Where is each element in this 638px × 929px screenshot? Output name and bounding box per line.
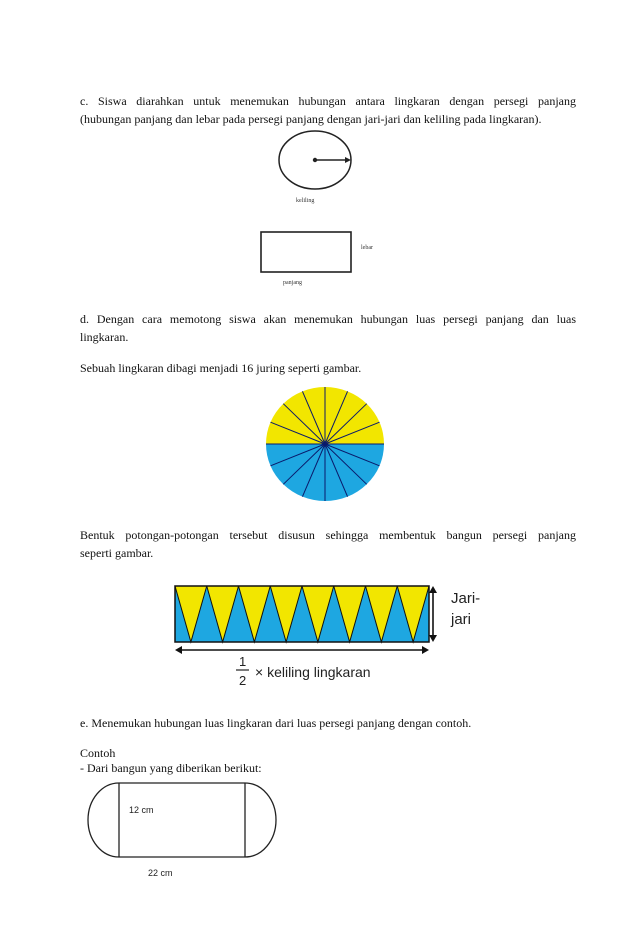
rectangle-semicircles-figure — [85, 780, 285, 885]
radius-arrowhead — [345, 157, 351, 163]
composite-shape-outline — [88, 783, 276, 857]
height-label: 12 cm — [129, 805, 154, 815]
length-arrowhead-right — [422, 646, 429, 654]
fraction-denominator: 2 — [239, 673, 247, 688]
lebar-label: lebar — [361, 245, 373, 251]
keliling-lingkaran-label: × keliling lingkaran — [255, 664, 371, 680]
radius-label-line1: Jari- — [451, 590, 481, 607]
rectangle-outline — [261, 232, 351, 272]
contoh-label: Contoh — [80, 746, 116, 760]
section-e-line1: e. Menemukan hubungan luas lingkaran dari luas persegi panjang dengan contoh. — [80, 716, 472, 730]
sixteen-sector-circle — [264, 385, 388, 505]
arrange-line1: Bentuk potongan-potongan tersebut disusun sehingga membentuk bangun persegi panjang — [80, 528, 576, 542]
arrange-line2: seperti gambar. — [80, 546, 154, 560]
keliling-label: keliling — [296, 198, 315, 204]
radius-arrowhead-bottom — [429, 635, 437, 642]
bullet-text: - Dari bangun yang diberikan berikut: — [80, 761, 262, 775]
fraction-numerator: 1 — [239, 654, 247, 669]
section-d-line1: d. Dengan cara memotong siswa akan menemukan hubungan luas persegi panjang dan luas — [80, 312, 576, 326]
radius-arrowhead-top — [429, 586, 437, 593]
section-c-line1: c. Siswa diarahkan untuk menemukan hubungan antara lingkaran dengan persegi panjang — [80, 94, 576, 108]
length-arrowhead-left — [175, 646, 182, 654]
radius-label-line2: jari — [451, 611, 472, 628]
sectors-text: Sebuah lingkaran dibagi menjadi 16 juring seperti gambar. — [80, 361, 362, 375]
width-label: 22 cm — [148, 868, 173, 878]
panjang-lebar-rectangle-figure — [255, 225, 395, 290]
panjang-label: panjang — [283, 280, 302, 286]
section-d-line2: lingkaran. — [80, 330, 129, 344]
keliling-circle-figure — [270, 130, 370, 210]
sectors-rectangle-figure — [165, 578, 495, 693]
section-c-line2: (hubungan panjang dan lebar pada persegi panjang dengan jari-jari dan keliling pada lingkaran). — [80, 112, 542, 126]
